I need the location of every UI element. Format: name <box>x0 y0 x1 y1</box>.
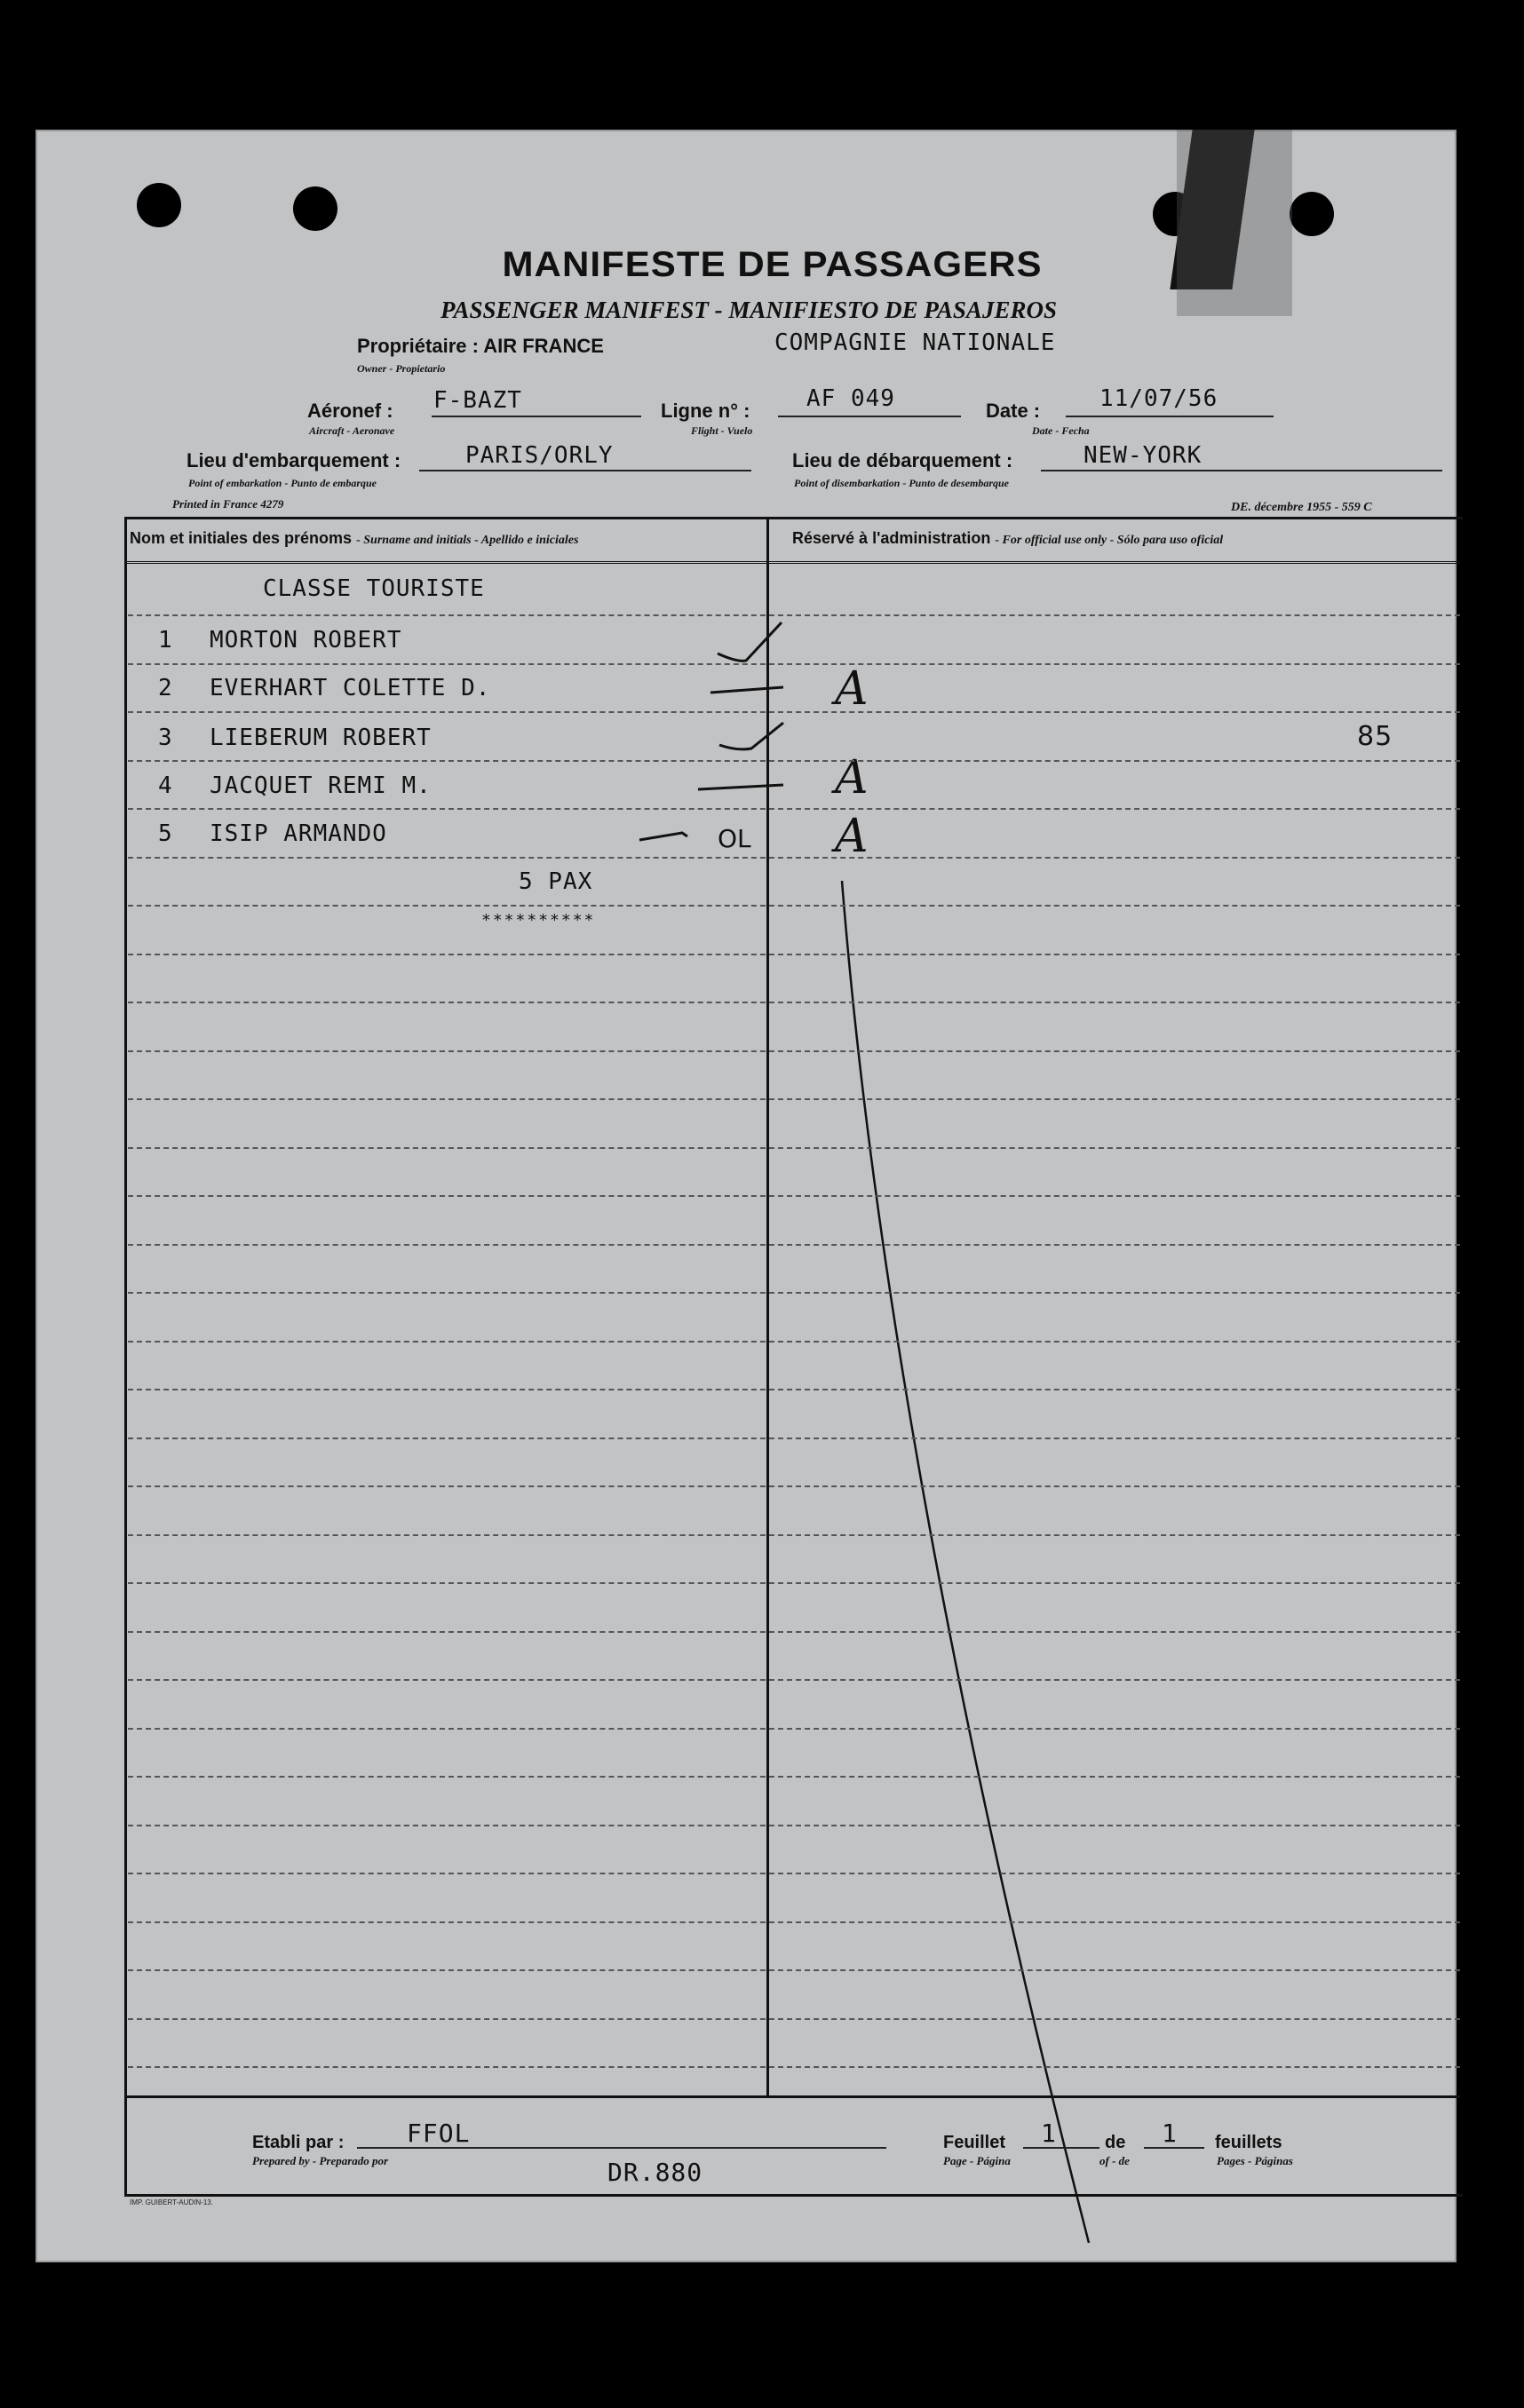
prepared-underline <box>357 2147 886 2149</box>
col-right-header-title: Réservé à l'administration <box>792 529 991 547</box>
class-label: CLASSE TOURISTE <box>263 575 485 602</box>
sheets-label: feuillets <box>1215 2133 1282 2152</box>
row-rule <box>128 711 1460 713</box>
sheet-total-underline <box>1144 2147 1204 2149</box>
col-left-header <box>130 529 578 548</box>
row-rule <box>128 1098 1460 1100</box>
pax-total: 5 PAX <box>519 868 593 895</box>
row-rule <box>128 1728 1460 1730</box>
row-rule <box>128 1969 1460 1971</box>
col-left-header-title: Nom et initiales des prénoms <box>130 529 353 547</box>
passenger-3-num: 3 <box>158 725 173 751</box>
row-rule <box>128 1002 1460 1003</box>
handwritten-a-1: A <box>835 662 869 716</box>
row-rule <box>128 808 1460 810</box>
flight-sublabel: Flight - Vuelo <box>691 424 753 437</box>
row-rule <box>128 905 1460 907</box>
aircraft-value: F-BAZT <box>433 387 522 414</box>
passenger-2-num: 2 <box>158 675 173 701</box>
disembark-label: Lieu de débarquement : <box>792 449 1013 471</box>
col-right-header <box>792 529 1223 548</box>
row-rule <box>128 1050 1460 1052</box>
row-rule <box>128 663 1460 665</box>
prepared-sublabel: Prepared by - Preparado por <box>252 2154 389 2167</box>
handwritten-a-2: A <box>835 751 869 804</box>
manifest-page <box>36 130 1457 2262</box>
date-value: 11/07/56 <box>1099 385 1218 412</box>
of-sublabel: of - de <box>1099 2154 1130 2167</box>
sheet-number: 1 <box>1041 2119 1057 2148</box>
prepared-value: FFOL <box>407 2119 471 2148</box>
passenger-2-name: EVERHART COLETTE D. <box>210 675 491 701</box>
flight-underline <box>778 416 961 417</box>
row-rule <box>128 760 1460 762</box>
reference-code: DR.880 <box>607 2158 703 2187</box>
row-rule <box>128 1195 1460 1197</box>
page-sublabel: Page - Página <box>943 2154 1011 2167</box>
page-subtitle: PASSENGER MANIFEST - MANIFIESTO DE PASAJEROS <box>441 297 1057 323</box>
passenger-4-name: JACQUET REMI M. <box>210 772 432 799</box>
passenger-3-name: LIEBERUM ROBERT <box>210 725 432 751</box>
flight-label: Ligne n° : <box>661 400 750 422</box>
passenger-1-num: 1 <box>158 627 173 653</box>
owner-sublabel: Owner - Propietario <box>357 362 446 375</box>
row-rule <box>128 1534 1460 1536</box>
row-rule <box>128 1485 1460 1487</box>
date-sublabel: Date - Fecha <box>1032 424 1090 437</box>
disembark-underline <box>1041 470 1442 471</box>
manifest-table <box>124 517 1463 2197</box>
owner-value: COMPAGNIE NATIONALE <box>774 329 1056 356</box>
row-rule <box>128 1389 1460 1390</box>
row-rule <box>128 1873 1460 1874</box>
page-title: MANIFESTE DE PASSAGERS <box>502 245 1043 284</box>
admin-note-85: 85 <box>1357 721 1393 752</box>
embark-sublabel: Point of embarkation - Punto de embarque <box>188 477 377 489</box>
date-underline <box>1066 416 1274 417</box>
punch-hole-left <box>137 183 181 227</box>
disembark-value: NEW-YORK <box>1083 442 1203 469</box>
col-left-header-translation: - Surname and initials - Apellido e iniciales <box>356 534 579 547</box>
aircraft-label: Aéronef : <box>307 400 393 422</box>
row-rule <box>128 857 1460 859</box>
row-rule <box>128 1438 1460 1439</box>
stars-separator: ********** <box>481 911 596 930</box>
header-underline <box>124 561 1460 564</box>
row-rule <box>128 954 1460 955</box>
sheet-number-underline <box>1023 2147 1099 2149</box>
of-label: de <box>1105 2133 1126 2152</box>
embark-value: PARIS/ORLY <box>465 442 614 469</box>
col-right-header-translation: - For official use only - Sólo para uso oficial <box>995 534 1224 547</box>
imprint: IMP. GUIBERT-AUDIN-13. <box>130 2198 213 2206</box>
aircraft-underline <box>432 416 641 417</box>
passenger-5-num: 5 <box>158 820 173 847</box>
flight-value: AF 049 <box>806 385 895 412</box>
row-rule <box>128 1341 1460 1343</box>
row-rule <box>128 1631 1460 1633</box>
form-code: DE. décembre 1955 - 559 C <box>1231 501 1372 514</box>
row-rule <box>128 2066 1460 2068</box>
passenger-5-name: ISIP ARMANDO <box>210 820 387 847</box>
row-rule <box>128 1582 1460 1584</box>
printed-in-label: Printed in France 4279 <box>172 497 284 511</box>
row-rule <box>128 1292 1460 1294</box>
passenger-4-num: 4 <box>158 772 173 799</box>
column-divider <box>766 517 769 2095</box>
row-rule <box>128 2018 1460 2020</box>
sheet-total: 1 <box>1162 2119 1178 2148</box>
owner-label: Propriétaire : AIR FRANCE <box>357 335 604 357</box>
punch-hole-far-right <box>1290 192 1334 236</box>
row-rule <box>128 1147 1460 1149</box>
passenger-1-name: MORTON ROBERT <box>210 627 402 653</box>
handwritten-ol: OL <box>718 824 751 853</box>
punch-hole-center-left <box>293 186 337 231</box>
aircraft-sublabel: Aircraft - Aeronave <box>309 424 395 437</box>
row-rule <box>128 614 1460 616</box>
row-rule <box>128 1921 1460 1923</box>
disembark-sublabel: Point of disembarkation - Punto de desembarque <box>794 477 1010 489</box>
row-rule <box>128 1244 1460 1246</box>
handwritten-a-3: A <box>835 810 869 863</box>
pages-sublabel: Pages - Páginas <box>1217 2154 1293 2167</box>
prepared-label: Etabli par : <box>252 2133 345 2152</box>
footer-top-line <box>124 2095 1460 2098</box>
date-label: Date : <box>986 400 1041 422</box>
embark-underline <box>419 470 751 471</box>
row-rule <box>128 1825 1460 1826</box>
embark-label: Lieu d'embarquement : <box>187 449 401 471</box>
scan-artifact-shade <box>1177 130 1292 316</box>
row-rule <box>128 1776 1460 1778</box>
row-rule <box>128 1679 1460 1681</box>
sheet-label: Feuillet <box>943 2133 1006 2152</box>
